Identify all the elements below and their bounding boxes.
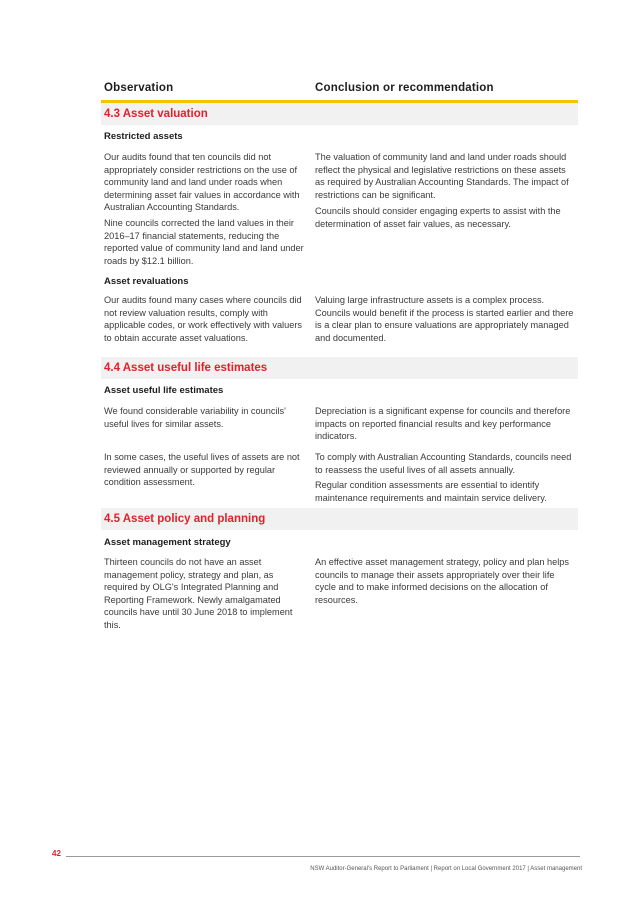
recommendation-paragraph: The valuation of community land and land under roads should reflect the physical and legislative restrictions on these assets as required by Australian Accounting Standards. The impact of restrictions can be significant.: [315, 152, 569, 200]
recommendation-paragraph: Depreciation is a significant expense for councils and therefore impacts on reported financial results and key performance indicators.: [315, 406, 571, 441]
recommendation-paragraph: An effective asset management strategy, policy and plan helps councils to manage their assets appropriately over their life cycle and to make informed decisions on the allocation of resources.: [315, 557, 569, 605]
observation-paragraph: We found considerable variability in councils' useful lives for similar assets.: [104, 406, 286, 429]
section-heading-asset-valuation: 4.3 Asset valuation: [101, 103, 578, 125]
subsection-heading-asset-management-strategy: Asset management strategy: [104, 537, 231, 548]
observation-column-header: Observation: [104, 82, 174, 94]
recommendation-paragraph: To comply with Australian Accounting Standards, councils need to reassess the useful lives of all assets annually.: [315, 452, 572, 475]
observation-paragraph: Our audits found that ten councils did not appropriately consider restrictions on the use of community land and land under roads when determining asset fair values in accordance with Australian Accounting Standards.: [104, 152, 300, 212]
observation-paragraph: Nine councils corrected the land values in their 2016–17 financial statements, reducing the reported value of community land and land under roads by $12.1 billion.: [104, 218, 304, 266]
subsection-heading-asset-revaluations: Asset revaluations: [104, 276, 189, 287]
section-heading-asset-useful-life: 4.4 Asset useful life estimates: [101, 357, 578, 379]
recommendation-paragraph: Regular condition assessments are essential to identify maintenance requirements and maintain service delivery.: [315, 480, 547, 503]
recommendation-paragraph: Valuing large infrastructure assets is a complex process. Councils would benefit if the process is started earlier and there is a clear plan to ensure valuations are appropriately managed and documented.: [315, 295, 574, 343]
conclusion-column-header: Conclusion or recommendation: [315, 82, 494, 94]
table-header: [101, 82, 578, 100]
recommendation-paragraph: Councils should consider engaging experts to assist with the determination of asset fair values, as necessary.: [315, 206, 561, 229]
page-number: 42: [52, 849, 61, 858]
footer-caption: NSW Auditor-General's Report to Parliament | Report on Local Government 2017 | Asset management: [310, 866, 582, 872]
subsection-heading-useful-life-estimates: Asset useful life estimates: [104, 385, 224, 396]
subsection-heading-restricted-assets: Restricted assets: [104, 131, 183, 142]
footer-divider: [66, 856, 580, 857]
observation-paragraph: In some cases, the useful lives of assets are not reviewed annually or supported by regular condition assessment.: [104, 452, 300, 487]
observation-paragraph: Our audits found many cases where councils did not review valuation results, comply with applicable codes, or work effectively with valuers to obtain accurate asset valuations.: [104, 295, 302, 343]
observation-paragraph: Thirteen councils do not have an asset management policy, strategy and plan, as required by OLG's Integrated Planning and Reporting Framework. Newly amalgamated councils have until 30 June 2018 to implement this.: [104, 557, 293, 630]
section-heading-asset-policy: 4.5 Asset policy and planning: [101, 508, 578, 530]
